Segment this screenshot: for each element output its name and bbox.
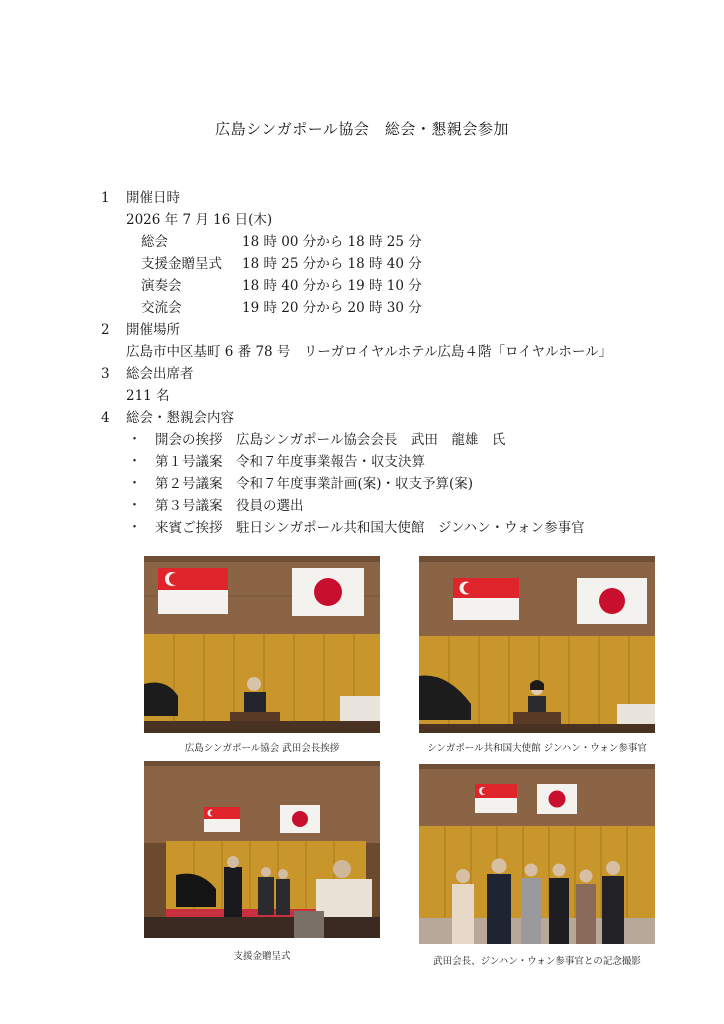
bullet-mark: ・ bbox=[128, 520, 142, 535]
schedule-time: 18 時 40 分から 19 時 10 分 bbox=[242, 278, 422, 294]
schedule-label: 演奏会 bbox=[141, 278, 182, 294]
section-heading: 開催日時 bbox=[126, 190, 180, 206]
program-item: 来賓ご挨拶 駐日シンガポール共和国大使館 ジンハン・ウォン参事官 bbox=[155, 520, 585, 536]
photo-caption: 広島シンガポール協会 武田会長挨拶 bbox=[184, 743, 340, 754]
venue-address: 広島市中区基町 6 番 78 号 リーガロイヤルホテル広島４階「ロイヤルホール」 bbox=[126, 344, 613, 360]
schedule-row bbox=[141, 232, 422, 252]
schedule-time: 18 時 00 分から 18 時 25 分 bbox=[242, 234, 422, 250]
japan-flag-icon bbox=[280, 805, 320, 833]
singapore-flag-icon bbox=[475, 784, 517, 813]
japan-flag-icon bbox=[577, 578, 647, 624]
singapore-flag-icon bbox=[204, 807, 240, 832]
section-heading: 総会・懇親会内容 bbox=[126, 410, 234, 426]
photo-donation-ceremony bbox=[144, 761, 380, 938]
schedule-time: 18 時 25 分から 18 時 40 分 bbox=[242, 256, 422, 272]
program-item: 第１号議案 令和７年度事業報告・収支決算 bbox=[155, 454, 425, 470]
photo-caption: 支援金贈呈式 bbox=[233, 951, 291, 962]
photo-group-commemorative bbox=[419, 764, 655, 944]
program-item: 第３号議案 役員の選出 bbox=[155, 498, 304, 514]
japan-flag-icon bbox=[292, 568, 364, 616]
photo-chairman-speech bbox=[144, 556, 380, 733]
singapore-flag-icon bbox=[158, 568, 228, 614]
schedule-label: 総会 bbox=[141, 234, 168, 250]
attendee-count: 211 名 bbox=[126, 388, 170, 404]
event-date: 2026 年 7 月 16 日(木) bbox=[126, 212, 273, 228]
photo-counsellor-speech bbox=[419, 556, 655, 733]
photo-caption: シンガポール共和国大使館 ジンハン・ウォン参事官 bbox=[427, 743, 647, 754]
program-item: 第２号議案 令和７年度事業計画(案)・収支予算(案) bbox=[155, 476, 474, 492]
schedule-row bbox=[141, 276, 422, 296]
japan-flag-icon bbox=[537, 784, 577, 814]
section-number: 3 bbox=[101, 366, 110, 382]
schedule-label: 支援金贈呈式 bbox=[141, 256, 222, 272]
section-number: 2 bbox=[101, 322, 110, 338]
section-heading: 開催場所 bbox=[126, 322, 180, 338]
bullet-mark: ・ bbox=[128, 476, 142, 491]
section-number: 1 bbox=[101, 190, 110, 206]
schedule-time: 19 時 20 分から 20 時 30 分 bbox=[242, 300, 422, 316]
singapore-flag-icon bbox=[453, 578, 519, 620]
bullet-mark: ・ bbox=[128, 432, 142, 447]
document-title: 広島シンガポール協会 総会・懇親会参加 bbox=[215, 120, 509, 138]
section-number: 4 bbox=[101, 410, 110, 426]
bullet-mark: ・ bbox=[128, 454, 142, 469]
section-heading: 総会出席者 bbox=[126, 366, 194, 382]
schedule-label: 交流会 bbox=[141, 300, 182, 316]
program-item: 開会の挨拶 広島シンガポール協会会長 武田 龍雄 氏 bbox=[155, 432, 506, 448]
bullet-mark: ・ bbox=[128, 498, 142, 513]
schedule-row bbox=[141, 298, 422, 318]
photo-caption: 武田会長、ジンハン・ウォン参事官との記念撮影 bbox=[433, 956, 641, 967]
schedule-row bbox=[141, 254, 422, 274]
